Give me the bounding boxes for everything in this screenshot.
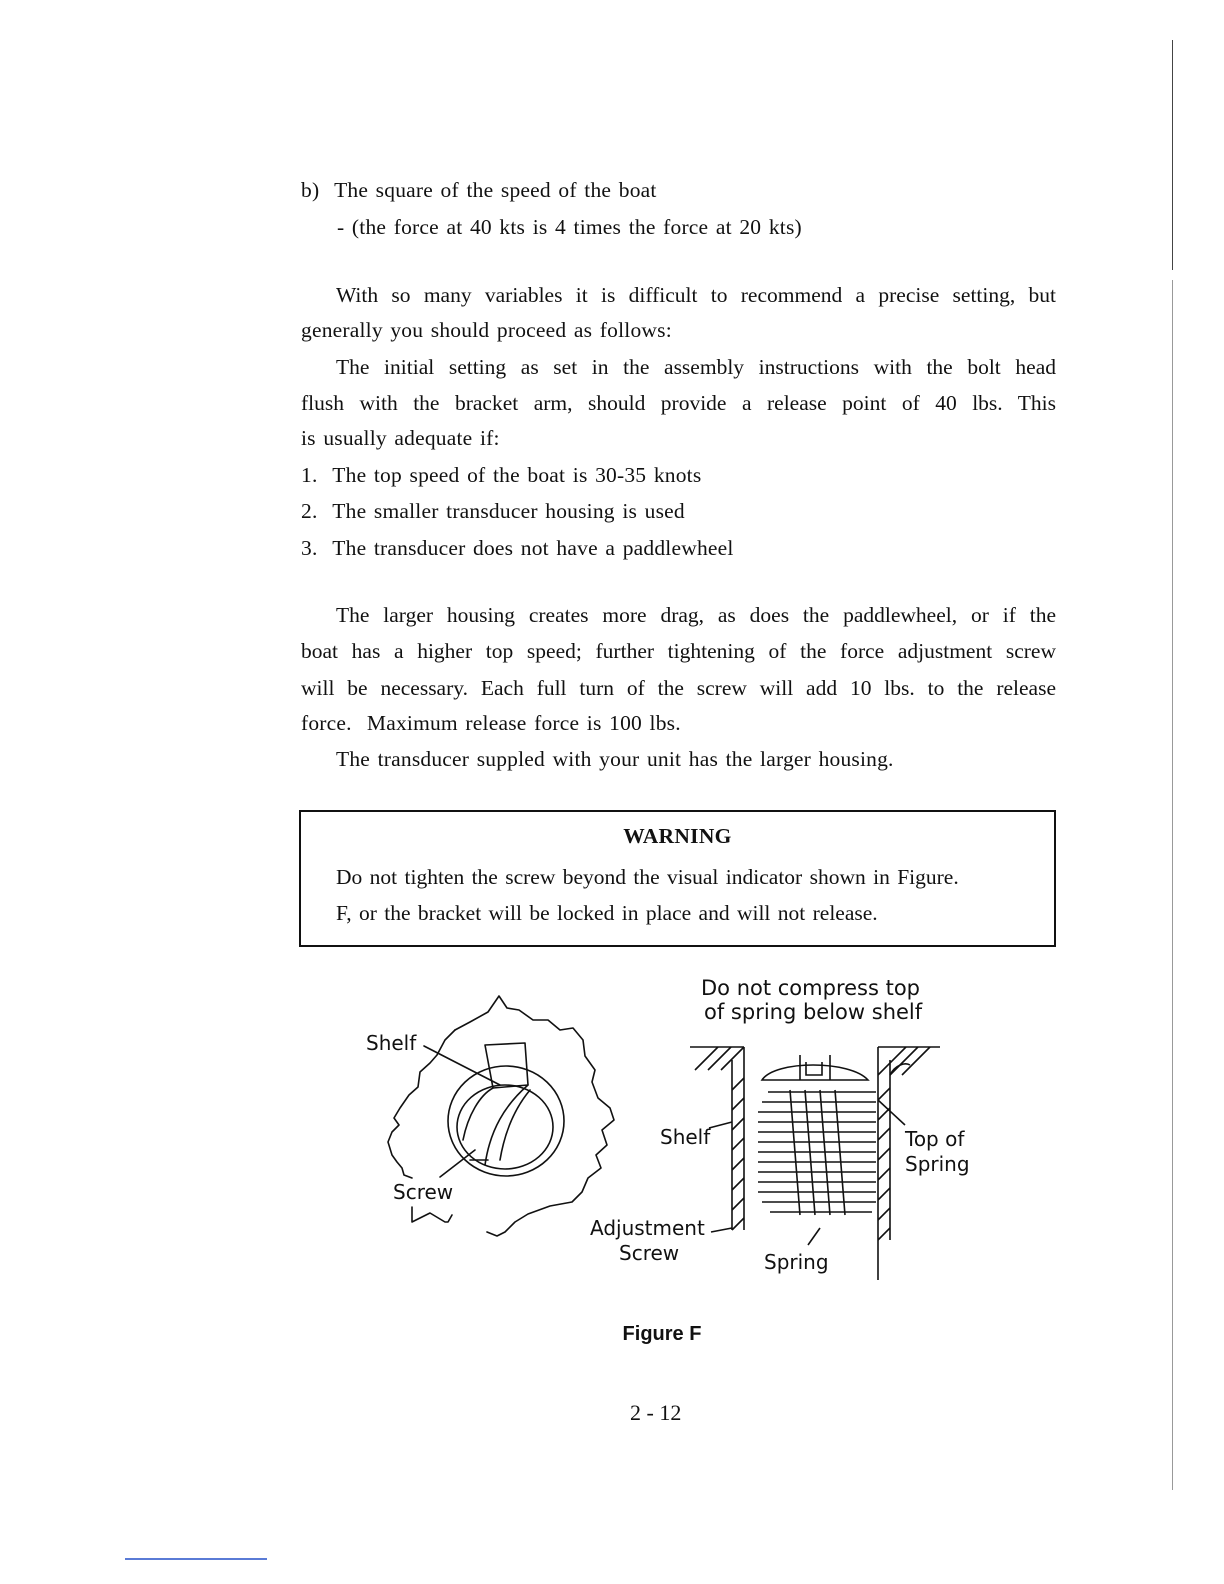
condition-item: 2. The smaller transducer housing is used [301, 499, 685, 523]
para2-line3: is usually adequate if: [301, 426, 500, 450]
warning-title: WARNING [623, 824, 732, 848]
figure-note-line1: Do not compress top [701, 976, 921, 1000]
top-of-spring-line1: Top of [905, 1127, 965, 1151]
list-b-line2: - (the force at 40 kts is 4 times the force at 20 kts) [337, 215, 802, 239]
screw-tick [412, 1207, 452, 1222]
left-screw-label: Screw [393, 1180, 454, 1204]
torn-outline [455, 996, 614, 1236]
para3-line1: The larger housing creates more drag, as does the paddlewheel, or if the [336, 603, 1056, 627]
shelf-leader [424, 1046, 500, 1085]
screw-head [762, 1065, 868, 1080]
para3-line4: force. Maximum release force is 100 lbs. [301, 711, 681, 735]
condition-item: 3. The transducer does not have a paddlewheel [301, 536, 734, 560]
warning-line1: Do not tighten the screw beyond the visual indicator shown in Figure. [336, 865, 959, 889]
right-edge-rule-lower [1172, 280, 1173, 1490]
para2-line2: flush with the bracket arm, should provide a release point of 40 lbs. This [301, 391, 1056, 415]
condition-item: 1. The top speed of the boat is 30-35 knots [301, 463, 702, 487]
right-edge-rule [1172, 40, 1173, 270]
figure-caption: Figure F [622, 1323, 702, 1345]
para3-line3: will be necessary. Each full turn of the screw will add 10 lbs. to the release [301, 676, 1056, 700]
spring-coils [758, 1092, 876, 1212]
bottom-blue-rule [125, 1558, 267, 1560]
outer-ring [448, 1066, 564, 1176]
screw-leader [440, 1150, 475, 1177]
para1-line2: generally you should proceed as follows: [301, 318, 672, 342]
warning-line2: F, or the bracket will be locked in place and will not release. [336, 901, 878, 925]
inner-ring [457, 1085, 553, 1169]
right-shelf-label: Shelf [660, 1125, 711, 1149]
para2-line1: The initial setting as set in the assembly instructions with the bolt head [336, 355, 1056, 379]
adjustment-label-line2: Screw [619, 1241, 680, 1265]
list-b-line1: b) The square of the speed of the boat [301, 178, 657, 202]
para4: The transducer suppled with your unit has the larger housing. [336, 747, 894, 771]
spring-label: Spring [764, 1250, 829, 1274]
screw-slot [485, 1043, 528, 1088]
page-number: 2 - 12 [630, 1400, 682, 1425]
para1-line1: With so many variables it is difficult to recommend a precise setting, but [336, 283, 1056, 307]
figure-note-line2: of spring below shelf [704, 1000, 923, 1024]
left-shelf-label: Shelf [366, 1031, 417, 1055]
warning-box [299, 810, 1056, 947]
adjustment-label-line1: Adjustment [590, 1216, 705, 1240]
top-of-spring-line2: Spring [905, 1152, 970, 1176]
para3-line2: boat has a higher top speed; further tightening of the force adjustment screw [301, 639, 1056, 663]
